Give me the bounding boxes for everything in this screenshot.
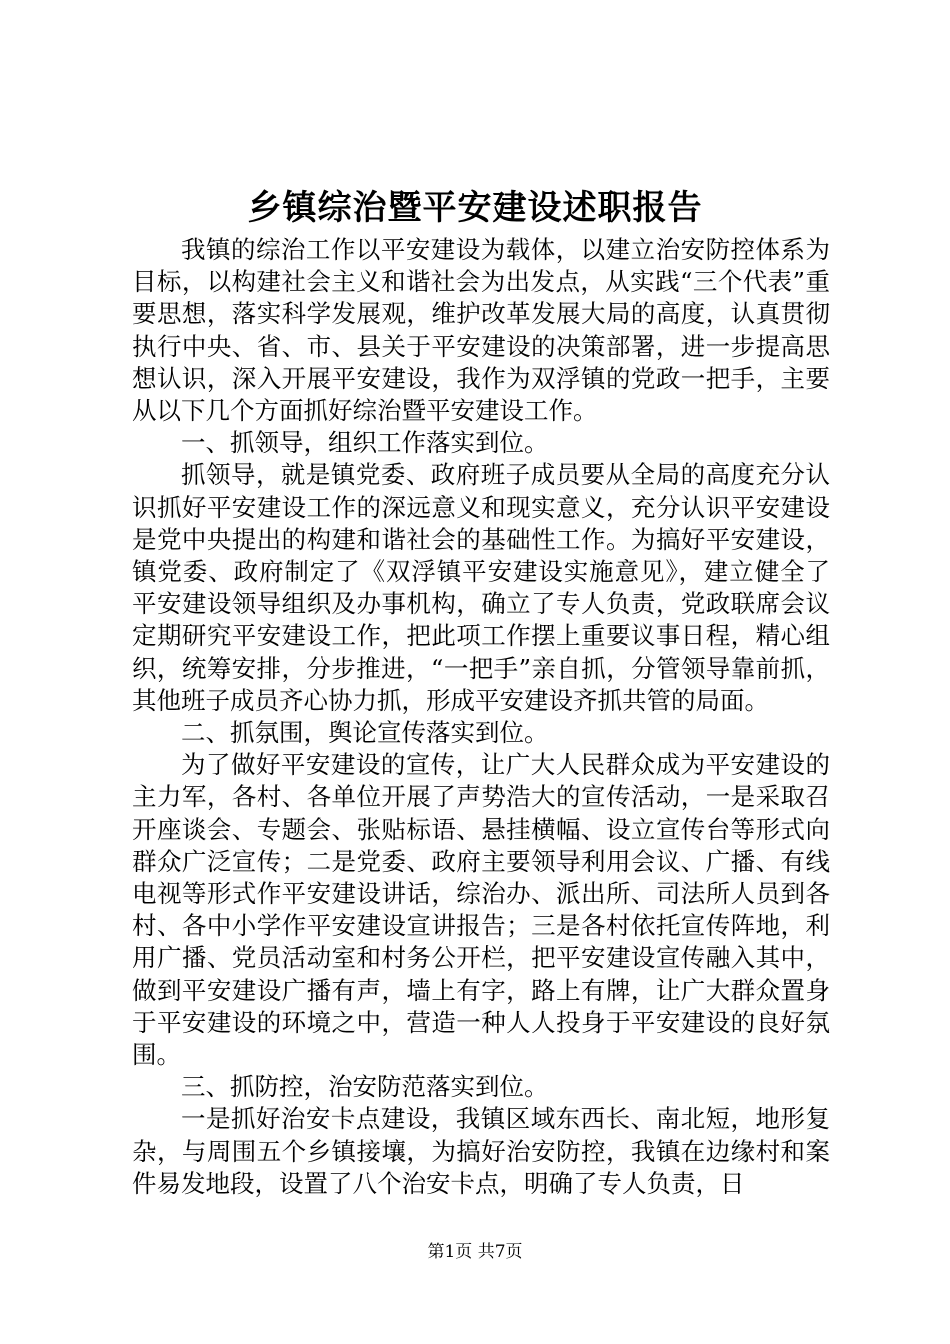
section-heading-1: 一、抓领导，组织工作落实到位。 bbox=[181, 428, 549, 458]
section-paragraph-3: 一是抓好治安卡点建设，我镇区域东西长、南北短，地形复杂，与周围五个乡镇接壤，为搞好治安防控，我镇在边缘村和案件易发地段，设置了八个治安卡点，明确了专人负责，日 bbox=[132, 1104, 830, 1198]
document-title: 乡镇综治暨平安建设述职报告 bbox=[247, 188, 703, 228]
section-heading-3: 三、抓防控，治安防范落实到位。 bbox=[181, 1072, 549, 1102]
section-paragraph-2: 为了做好平安建设的宣传，让广大人民群众成为平安建设的主力军，各村、各单位开展了声势浩大的宣传活动，一是采取召开座谈会、专题会、张贴标语、悬挂横幅、设立宣传台等形式向群众广泛宣传；二是党委、政府主要领导利用会议、广播、有线电视等形式作平安建设讲话，综治办、派出所、司法所人员到各村、各中小学作平安建设宣讲报告；三是各村依托宣传阵地，利用广播、党员活动室和村务公开栏，把平安建设宣传融入其中，做到平安建设广播有声，墙上有字，路上有牌，让广大群众置身于平安建设的环境之中，营造一种人人投身于平安建设的良好氛围。 bbox=[132, 750, 830, 1070]
section-heading-2: 二、抓氛围，舆论宣传落实到位。 bbox=[181, 718, 549, 748]
page-number-footer: 第1页 共7页 bbox=[427, 1242, 523, 1262]
section-paragraph-1: 抓领导，就是镇党委、政府班子成员要从全局的高度充分认识抓好平安建设工作的深远意义和现实意义，充分认识平安建设是党中央提出的构建和谐社会的基础性工作。为搞好平安建设，镇党委、政府制定了《双浮镇平安建设实施意见》，建立健全了平安建设领导组织及办事机构，确立了专人负责，党政联席会议定期研究平安建设工作，把此项工作摆上重要议事日程，精心组织，统筹安排，分步推进，“一把手”亲自抓，分管领导靠前抓，其他班子成员齐心协力抓，形成平安建设齐抓共管的局面。 bbox=[132, 460, 830, 715]
intro-paragraph: 我镇的综治工作以平安建设为载体，以建立治安防控体系为目标，以构建社会主义和谐社会为出发点，从实践“三个代表”重要思想，落实科学发展观，维护改革发展大局的高度，认真贯彻执行中央、省、市、县关于平安建设的决策部署，进一步提高思想认识，深入开展平安建设，我作为双浮镇的党政一把手，主要从以下几个方面抓好综治暨平安建设工作。 bbox=[132, 235, 830, 426]
document-body bbox=[132, 234, 830, 1200]
